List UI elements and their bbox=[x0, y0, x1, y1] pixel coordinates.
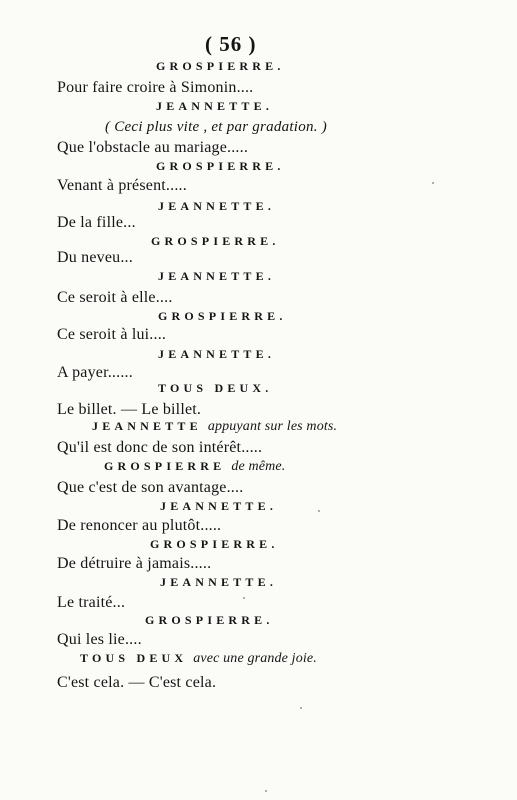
speaker-grospierre: GROSPIERRE. bbox=[158, 309, 287, 323]
page-number: ( 56 ) bbox=[205, 32, 257, 56]
speaker-name: GROSPIERRE bbox=[104, 459, 226, 473]
dialogue-line: Le traité... bbox=[57, 594, 126, 611]
dialogue-line: Du neveu... bbox=[57, 249, 133, 266]
speaker-jeannette: JEANNETTE. bbox=[158, 347, 276, 361]
dialogue-line: Ce seroit à lui.... bbox=[57, 326, 167, 343]
speaker-grospierre: GROSPIERRE. bbox=[156, 59, 285, 73]
dialogue-line: Venant à présent..... bbox=[57, 177, 187, 194]
dialogue-line: Ce seroit à elle.... bbox=[57, 289, 173, 306]
dialogue-line: Que c'est de son avantage.... bbox=[57, 479, 244, 496]
speaker-jeannette: JEANNETTE. bbox=[158, 269, 276, 283]
paper-speck bbox=[300, 707, 302, 709]
speaker-direction: de même. bbox=[231, 459, 286, 474]
paper-speck bbox=[265, 790, 267, 792]
dialogue-line: Qui les lie.... bbox=[57, 631, 142, 648]
stage-direction: ( Ceci plus vite , et par gradation. ) bbox=[105, 119, 327, 135]
dialogue-line: A payer...... bbox=[57, 364, 133, 381]
speaker-jeannette: JEANNETTE. bbox=[156, 99, 274, 113]
speaker-jeannette: JEANNETTE. bbox=[160, 499, 278, 513]
paper-speck bbox=[243, 597, 245, 599]
dialogue-line: C'est cela. — C'est cela. bbox=[57, 674, 217, 691]
speaker-grospierre: GROSPIERRE. bbox=[156, 159, 285, 173]
speaker-direction: appuyant sur les mots. bbox=[207, 419, 338, 434]
paper-speck bbox=[432, 182, 434, 184]
dialogue-line: Que l'obstacle au mariage..... bbox=[57, 139, 249, 156]
speaker-jeannette: JEANNETTE. bbox=[160, 575, 278, 589]
speaker-direction: avec une grande joie. bbox=[193, 651, 317, 666]
speaker-tous-deux: TOUS DEUX. bbox=[158, 381, 273, 395]
dialogue-line: De renoncer au plutôt..... bbox=[57, 517, 222, 534]
speaker-tous-deux-with-direction bbox=[80, 652, 317, 666]
speaker-grospierre: GROSPIERRE. bbox=[145, 613, 274, 627]
dialogue-line: Qu'il est donc de son intérêt..... bbox=[57, 439, 263, 456]
paper-speck bbox=[318, 510, 320, 512]
speaker-jeannette: JEANNETTE. bbox=[158, 199, 276, 213]
speaker-name: JEANNETTE bbox=[92, 419, 202, 433]
dialogue-line: Le billet. — Le billet. bbox=[57, 401, 202, 418]
speaker-grospierre: GROSPIERRE. bbox=[151, 234, 280, 248]
speaker-jeannette-with-direction bbox=[92, 420, 337, 434]
speaker-grospierre-with-direction bbox=[104, 460, 285, 474]
dialogue-line: Pour faire croire à Simonin.... bbox=[57, 79, 254, 96]
speaker-name: TOUS DEUX bbox=[80, 651, 188, 665]
dialogue-line: De la fille... bbox=[57, 214, 136, 231]
speaker-grospierre: GROSPIERRE. bbox=[150, 537, 279, 551]
dialogue-line: De détruire à jamais..... bbox=[57, 555, 212, 572]
